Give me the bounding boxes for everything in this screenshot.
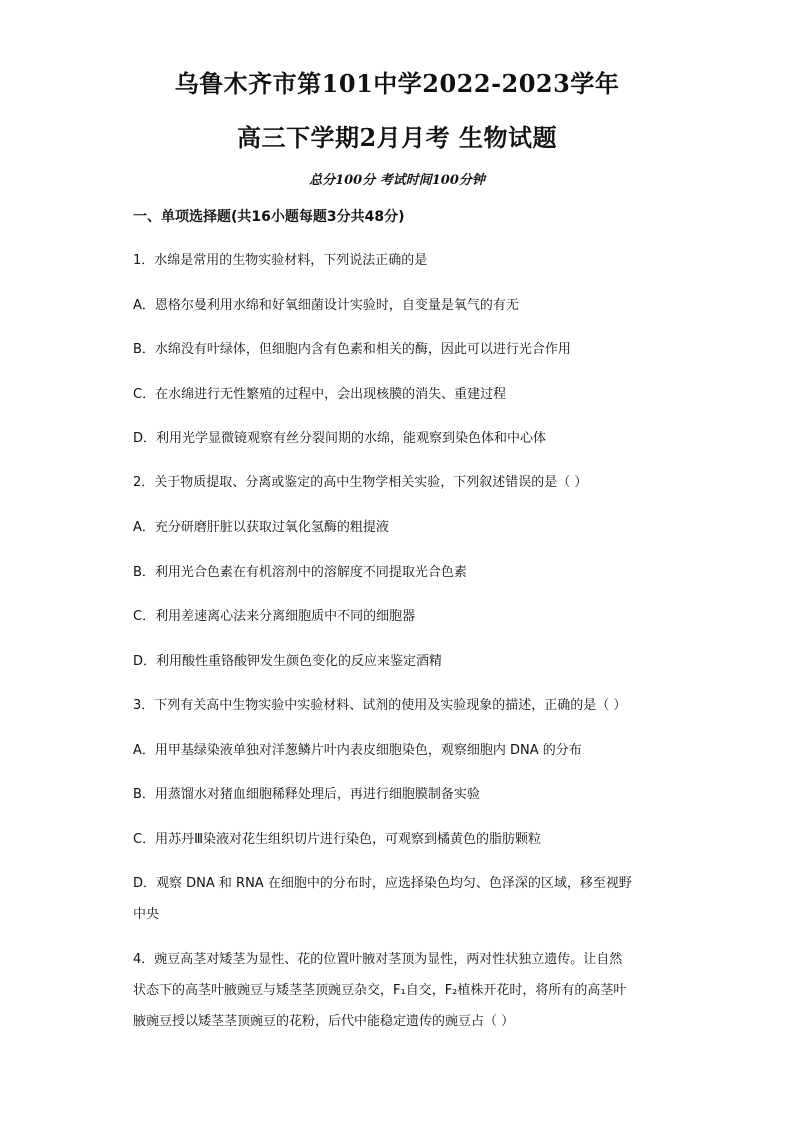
question-2-option-d: D．利用酸性重铬酸钾发生颜色变化的反应来鉴定酒精 — [133, 654, 443, 669]
question-1-option-a: A．恩格尔曼利用水绵和好氧细菌设计实验时，自变量是氧气的有无 — [133, 298, 519, 313]
question-4-stem-line2: 状态下的高茎叶腋豌豆与矮茎茎顶豌豆杂交，F₁自交，F₂植株开花时，将所有的高茎叶 — [133, 983, 627, 998]
question-3-option-d-continuation: 中央 — [133, 907, 160, 922]
question-3-option-c: C．用苏丹Ⅲ染液对花生组织切片进行染色，可观察到橘黄色的脂肪颗粒 — [133, 832, 542, 847]
question-2-stem: 2．关于物质提取、分离或鉴定的高中生物学相关实验，下列叙述错误的是（ ） — [133, 475, 588, 490]
question-1-stem: 1．水绵是常用的生物实验材料，下列说法正确的是 — [133, 253, 428, 268]
question-1-option-d: D．利用光学显微镜观察有丝分裂间期的水绵，能观察到染色体和中心体 — [133, 431, 547, 446]
question-4-stem-line1: 4．豌豆高茎对矮茎为显性、花的位置叶腋对茎顶为显性，两对性状独立遗传。让自然 — [133, 952, 623, 967]
question-4-stem-line3: 腋豌豆授以矮茎茎顶豌豆的花粉，后代中能稳定遗传的豌豆占（ ） — [133, 1014, 515, 1029]
question-2-option-a: A．充分研磨肝脏以获取过氧化氢酶的粗提液 — [133, 520, 389, 535]
question-1-option-c: C．在水绵进行无性繁殖的过程中，会出现核膜的消失、重建过程 — [133, 387, 507, 402]
question-2-option-c: C．利用差速离心法来分离细胞质中不同的细胞器 — [133, 609, 416, 624]
document-title-line1: 乌鲁木齐市第101中学2022-2023学年 — [174, 69, 620, 98]
question-3-stem: 3．下列有关高中生物实验中实验材料、试剂的使用及实验现象的描述，正确的是（ ） — [133, 698, 627, 713]
question-3-option-a: A．用甲基绿染液单独对洋葱鳞片叶内表皮细胞染色，观察细胞内 DNA 的分布 — [133, 743, 582, 758]
section-heading: 一、单项选择题(共16小题每题3分共48分) — [133, 209, 405, 225]
question-3-option-b: B．用蒸馏水对猪血细胞稀释处理后，再进行细胞膜制备实验 — [133, 787, 480, 802]
document-title-line2: 高三下学期2月月考 生物试题 — [236, 123, 558, 152]
exam-info: 总分100分 考试时间100分钟 — [309, 173, 485, 188]
question-3-option-d: D．观察 DNA 和 RNA 在细胞中的分布时，应选择染色均匀、色泽深的区域，移至视野 — [133, 876, 632, 891]
question-2-option-b: B．利用光合色素在有机溶剂中的溶解度不同提取光合色素 — [133, 565, 467, 580]
question-1-option-b: B．水绵没有叶绿体，但细胞内含有色素和相关的酶，因此可以进行光合作用 — [133, 342, 571, 357]
